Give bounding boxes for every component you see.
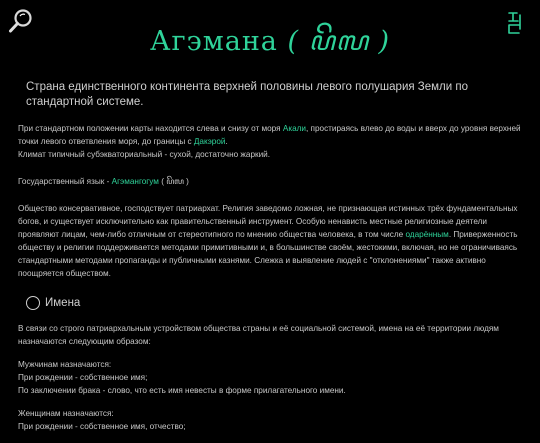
title-text: Агэмана [150,26,278,57]
menu-icon[interactable] [506,10,526,36]
geo-paragraph [18,122,526,161]
title-script: ( ꦥꦼꦭ ) [287,26,390,57]
language-link[interactable]: Агэмангогум [111,177,159,186]
geo-text: , простираясь влево до воды и вверх до уровня верхней [306,124,521,133]
sea-link[interactable]: Акали [282,124,306,133]
men-block [18,358,526,397]
geo-text: точки левого ответвления моря, до границы с [18,137,194,146]
names-section-toggle[interactable] [26,296,526,310]
women-birth: При рождении - собственное имя, отчество; [18,422,186,431]
geo-text: При стандартном положении карты находится слева и снизу от моря [18,124,283,133]
language-label: Государственный язык - [18,177,112,186]
article [18,80,526,443]
names-intro: В связи со строго патриархальным устройством общества страны и её социальной системой, имена на её территории людям назначаются следующим образом: [18,324,499,346]
men-birth: При рождении - собственное имя; [18,373,148,382]
geo-text: . [225,137,228,146]
header [0,0,540,70]
men-title: Мужчинам назначаются: [18,360,112,369]
names-heading: Имена [45,296,81,309]
gifted-link[interactable]: одарённым [405,230,449,239]
society-text: Общество консервативное, господствует патриархат. Религия заведомо ложная, не признающая истинных трёх фундаментальных богов, и существует исключительно как правительственный инструмент. Особую ненависть местные религиозные деятели проявляют лицам, чем-либо отличным от стереотипного по мнению общества человека, в том числе [18,204,518,239]
language-script: ( ꦥꦼꦭ ) [161,177,189,186]
neighbor-link[interactable]: Дакэрой [193,137,226,146]
women-title: Женщинам назначаются: [18,409,114,418]
circle-icon [26,296,40,310]
language-paragraph [18,175,526,188]
society-text: . Приверженность обществу и религии поддерживается методами примитивными и, в большинстве своём, жестокими, включая, но не ограничиваясь стандартными методами пропаганды и публичными казнями. Слежка и выявление людей с "отклонениями" также активно поощряется обществом. [18,230,518,278]
climate-text: Климат типичный субэкваториальный - сухой, достаточно жаркий. [18,150,271,159]
men-marriage: По заключении брака - слово, что есть имя невесты в форме прилагательного имени. [18,386,346,395]
lead-paragraph: Страна единственного континента верхней половины левого полушария Земли по стандартной системе. [26,81,468,108]
society-paragraph [18,202,526,280]
page-title [0,20,540,75]
women-block [18,407,526,433]
